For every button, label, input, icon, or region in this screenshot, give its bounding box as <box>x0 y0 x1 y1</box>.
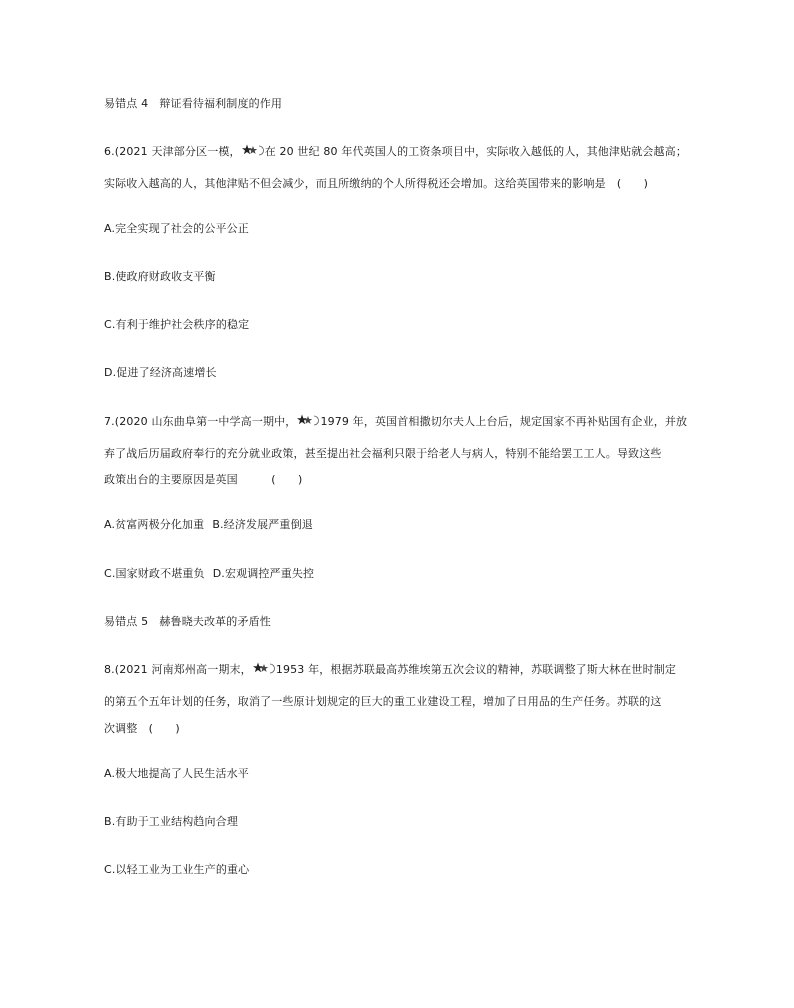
option-a[interactable]: A.完全实现了社会的公平公正 <box>104 222 249 235</box>
question-text: 1979 年，英国首相撒切尔夫人上台后，规定国家不再补贴国有企业，并放 <box>320 415 688 428</box>
question-number: 6. <box>104 145 115 158</box>
option-row-ab <box>104 517 313 533</box>
option-b[interactable]: B.经济发展严重倒退 <box>212 518 313 531</box>
question-8-line-1 <box>104 662 676 680</box>
option-b[interactable]: B.使政府财政收支平衡 <box>104 270 216 283</box>
option-d[interactable]: D.宏观调控严重失控 <box>212 567 315 580</box>
question-7-line-2: 弃了战后历届政府奉行的充分就业政策，甚至提出社会福利只限于给老人与病人，特别不能给罢工工人。导致这些 <box>104 447 662 460</box>
question-6-line-1 <box>104 144 687 162</box>
option-a[interactable]: A.极大地提高了人民生活水平 <box>104 767 249 780</box>
difficulty-star-icon <box>297 414 319 432</box>
difficulty-star-icon <box>242 144 264 162</box>
option-c[interactable]: C.以轻工业为工业生产的重心 <box>104 863 250 876</box>
question-8-line-2: 的第五个五年计划的任务，取消了一些原计划规定的巨大的重工业建设工程，增加了日用品的生产任务。苏联的这 <box>104 695 662 708</box>
question-source: (2020 山东曲阜第一中学高一期中， <box>114 415 297 428</box>
option-b[interactable]: B.有助于工业结构趋向合理 <box>104 815 238 828</box>
question-text: 1953 年，根据苏联最高苏维埃第五次会议的精神，苏联调整了斯大林在世时制定 <box>275 663 677 676</box>
option-c[interactable]: C.国家财政不堪重负 <box>104 567 205 580</box>
question-source: (2021 天津部分区一模， <box>114 145 241 158</box>
option-row-cd <box>104 566 314 582</box>
section-heading-5: 易错点 5 赫鲁晓夫改革的矛盾性 <box>104 615 271 628</box>
question-8-line-3: 次调整 ( ) <box>104 722 180 735</box>
option-d[interactable]: D.促进了经济高速增长 <box>104 366 217 379</box>
question-number: 8. <box>104 663 115 676</box>
question-6-line-2: 实际收入越高的人，其他津贴不但会减少，而且所缴纳的个人所得税还会增加。这给英国带来的影响是 ( ) <box>104 177 649 190</box>
question-7-line-1 <box>104 414 687 432</box>
question-number: 7. <box>104 415 115 428</box>
option-a[interactable]: A.贫富两极分化加重 <box>104 518 205 531</box>
option-c[interactable]: C.有利于维护社会秩序的稳定 <box>104 318 250 331</box>
section-heading-4: 易错点 4 辩证看待福利制度的作用 <box>104 97 283 110</box>
question-7-line-3: 政策出台的主要原因是英国 ( ) <box>104 473 303 486</box>
difficulty-star-icon <box>253 662 275 680</box>
question-source: (2021 河南郑州高一期末， <box>114 663 252 676</box>
question-text: 在 20 世纪 80 年代英国人的工资条项目中，实际收入越低的人，其他津贴就会越高； <box>264 145 687 158</box>
